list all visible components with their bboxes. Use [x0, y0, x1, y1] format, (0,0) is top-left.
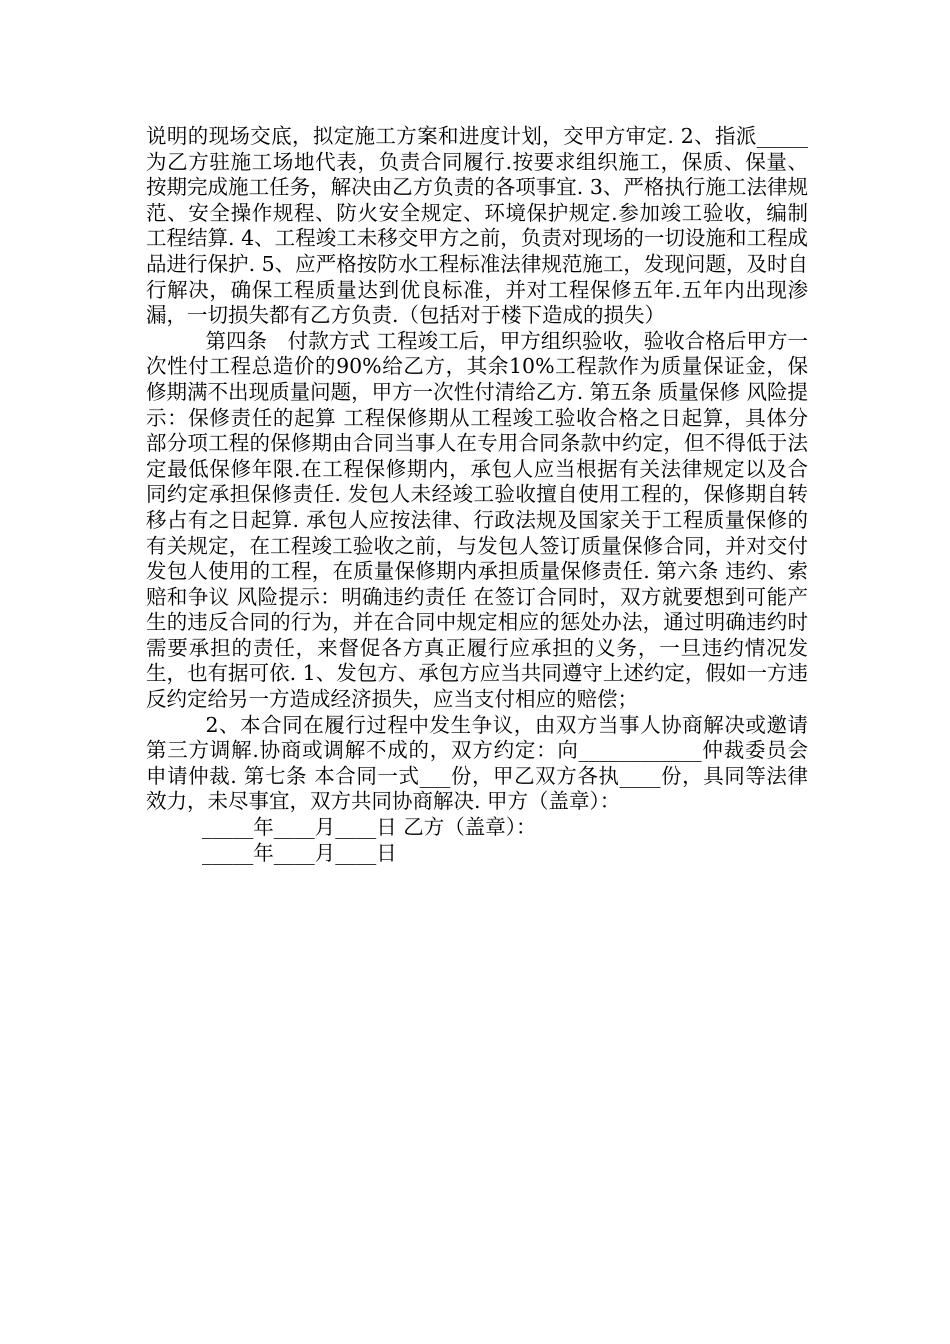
- contract-paragraph-payment-warranty-breach: 第四条 付款方式 工程竣工后，甲方组织验收，验收合格后甲方一次性付工程总造价的90%给乙方，其余10%工程款作为质量保证金，保修期满不出现质量问题，甲方一次性付清给乙方. 第五条 质量保修 风险提示：保修责任的起算 工程保修期从工程竣工验收合格之日起算，具体分部分项工程的保修期由合同当事人在专用合同条款中约定，但不得低于法定最低保修年限.在工程保修期内，承包人应当根据有关法律规定以及合同约定承担保修责任. 发包人未经竣工验收擅自使用工程的，保修期自转移占有之日起算. 承包人应按法律、行政法规及国家关于工程质量保修的有关规定，在工程竣工验收之前，与发包人签订质量保修合同，并对交付发包人使用的工程，在质量保修期内承担质量保修责任. 第六条 违约、索赔和争议 风险提示：明确违约责任 在签订合同时，双方就要想到可能产生的违反合同的行为，并在合同中规定相应的惩处办法，通过明确违约时需要承担的责任，来督促各方真正履行应承担的义务，一旦违约情况发生，也有据可依. 1、发包方、承包方应当共同遵守上述约定，假如一方违反约定给另一方造成经济损失，应当支付相应的赔偿；: [146, 328, 808, 712]
- contract-paragraph-dispute-resolution: 2、本合同在履行过程中发生争议，由双方当事人协商解决或邀请第三方调解.协商或调解不成的，双方约定：向____________仲裁委员会申请仲裁. 第七条 本合同一式___份，甲乙双方各执____份，具同等法律效力，未尽事宜，双方共同协商解决. 甲方（盖章）：: [146, 712, 808, 814]
- signature-date-line-party-a: _____年____月____日 乙方（盖章）：: [202, 815, 537, 840]
- contract-text-body: [146, 124, 808, 866]
- signature-date-line-party-b: _____年____月____日: [202, 840, 397, 865]
- contract-paragraph-obligations: 说明的现场交底，拟定施工方案和进度计划，交甲方审定. 2、指派_____为乙方驻施工场地代表，负责合同履行.按要求组织施工，保质、保量、按期完成施工任务，解决由乙方负责的各项事宜. 3、严格执行施工法律规范、安全操作规程、防火安全规定、环境保护规定.参加竣工验收，编制工程结算. 4、工程竣工未移交甲方之前，负责对现场的一切设施和工程成品进行保护. 5、应严格按防水工程标准法律规范施工，发现问题，及时自行解决，确保工程质量达到优良标准，并对工程保修五年.五年内出现渗漏，一切损失都有乙方负责.（包括对于楼下造成的损失）: [146, 124, 808, 328]
